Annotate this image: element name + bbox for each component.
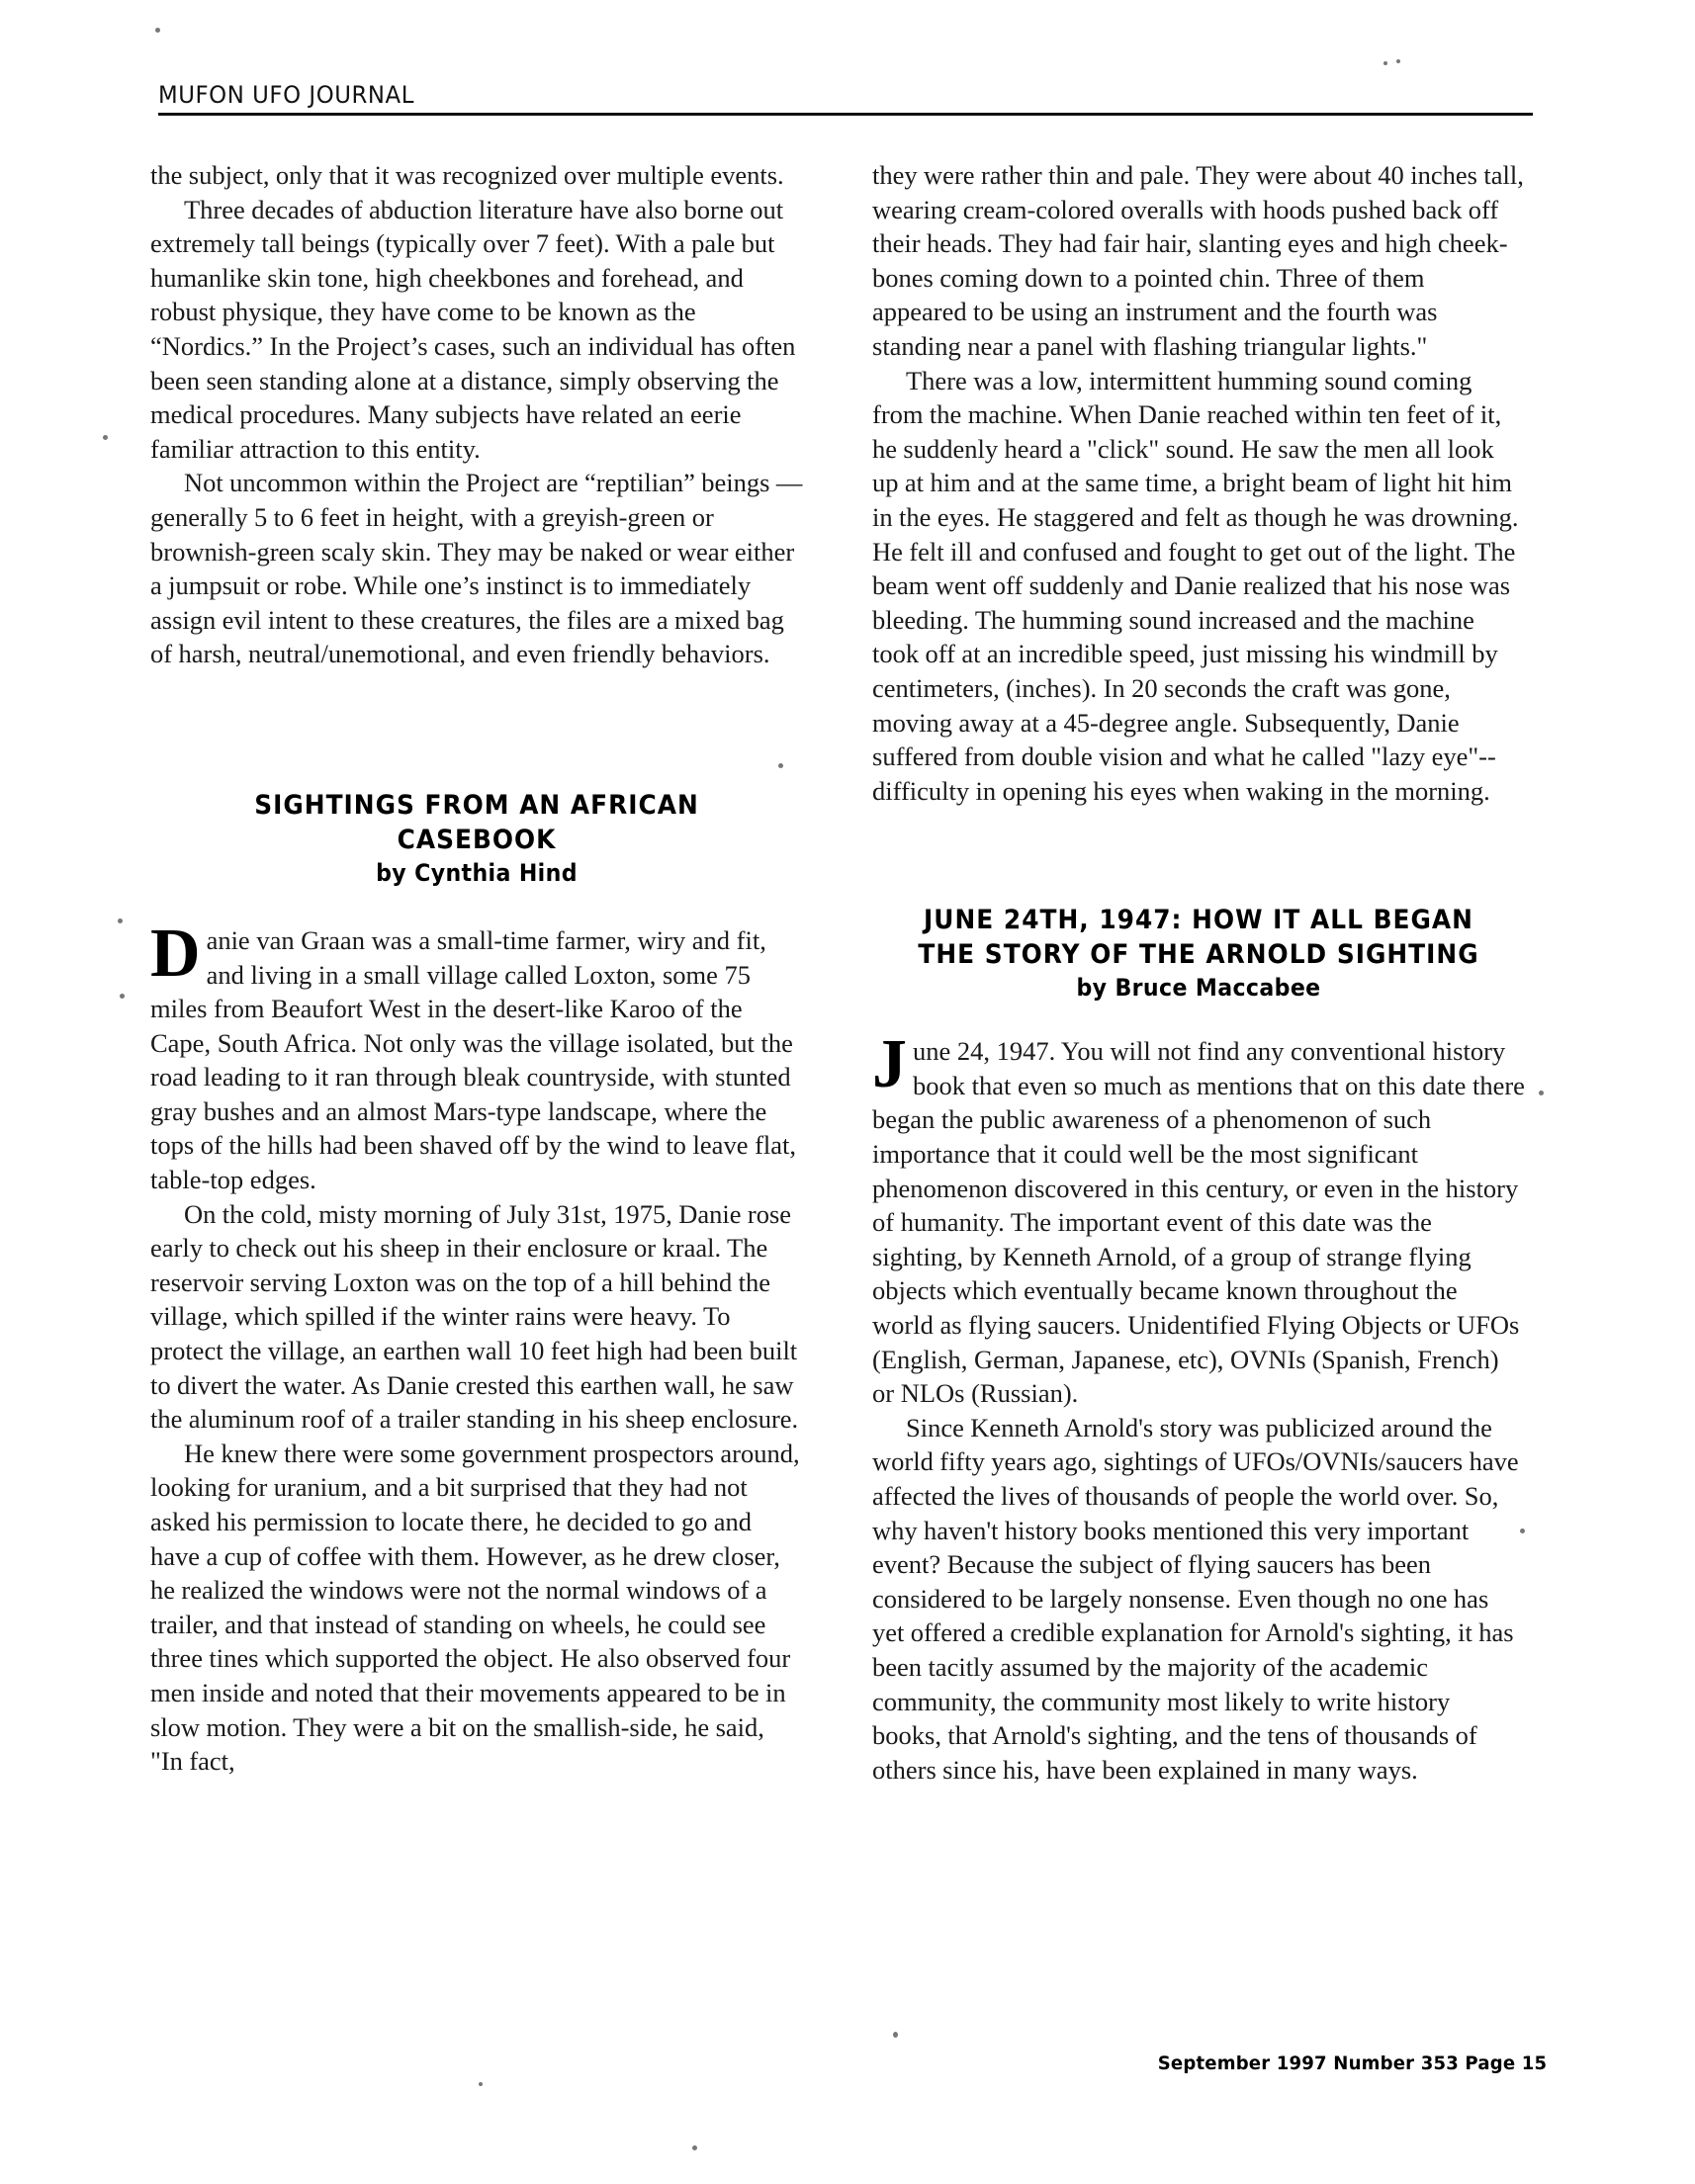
article-headline xyxy=(176,788,776,857)
spacer xyxy=(150,890,803,923)
spacer xyxy=(872,808,1525,903)
paragraph: There was a low, intermittent humming sound coming from the machine. When Danie reached within ten feet of it, he suddenly heard a "click" sound. He saw the men all look up at him and at the same time, a bright beam of light hit him in the eyes. He staggered and felt as though he was drowning. He felt ill and confused and fought to get out of the light. The beam went off suddenly and Danie realized that his nose was bleeding. The humming sound increased and the machine took off at an incredible speed, just missing his windmill by centimeters, (inches). In 20 seconds the craft was gone, moving away at a 45-degree angle. Subsequently, Danie suffered from double vision and what he called "lazy eye"-- difficulty in opening his eyes when waking in the morning. xyxy=(872,365,1519,806)
right-column xyxy=(872,158,1525,1787)
page-footer: September 1997 Number 353 Page 15 xyxy=(1157,2053,1547,2074)
headline-line: SIGHTINGS FROM AN AFRICAN xyxy=(254,789,699,821)
masthead-divider xyxy=(158,113,1533,116)
paragraph: He knew there were some government prospectors around, looking for uranium, and a bit surprised that they had not asked his permission to locate there, he decided to go and have a cup of coffee with them. However, as he drew closer, he realized the windows were not the normal windows of a trailer, and that instead of standing on wheels, he could see three tines which supported the object. He also observed four men inside and noted that their movements appeared to be in slow motion. They were a bit on the smallish-side, he said, "In fact, xyxy=(150,1438,800,1777)
headline-line: CASEBOOK xyxy=(397,824,557,855)
scan-speck xyxy=(103,435,108,440)
paragraph: the subject, only that it was recognized over multiple events. xyxy=(150,160,784,190)
paragraph: On the cold, misty morning of July 31st, 1975, Danie rose early to check out his sheep in their enclosure or kraal. The reservoir serving Loxton was on the top of a hill behind the village, which spilled if the winter rains were heavy. To protect the village, an earthen wall 10 feet high had been built to divert the water. As Danie crested this earthen wall, he saw the aluminum roof of a trailer standing in his sheep enclosure. xyxy=(150,1198,799,1435)
scan-speck xyxy=(118,918,123,923)
african-casebook-headline-block xyxy=(150,788,803,890)
journal-title: MUFON UFO JOURNAL xyxy=(158,81,414,109)
scan-speck xyxy=(155,28,160,33)
paragraph: they were rather thin and pale. They were about 40 inches tall, wearing cream-colored overalls with hoods pushed back off their heads. They had fair hair, slanting eyes and high cheek-bones coming down to a pointed chin. Three of them appeared to be using an instrument and the fourth was standing near a panel with flashing triangular lights." xyxy=(872,160,1524,361)
scan-speck xyxy=(1396,59,1400,63)
left-column xyxy=(150,158,803,1787)
paragraph: Three decades of abduction literature have also borne out extremely tall beings (typically over 7 feet). With a pale but humanlike skin tone, high cheekbones and forehead, and robust physique, they have come to be known as the “Nordics.” In the Project’s cases, such an individual has often been seen standing alone at a distance, simply observing the medical procedures. Many subjects have related an eerie familiar attraction to this entity. xyxy=(150,194,796,464)
scan-speck xyxy=(120,994,125,999)
headline-line: JUNE 24TH, 1947: HOW IT ALL BEGAN xyxy=(924,905,1473,936)
scan-speck xyxy=(1383,61,1387,65)
spacer xyxy=(150,671,803,788)
scan-speck xyxy=(893,2032,898,2038)
paragraph: Not uncommon within the Project are “reptilian” beings — generally 5 to 6 feet in height, with a greyish-green or brownish-green scaly skin. They may be naked or wear either a jumpsuit or robe. While one’s instinct is to immediately assign evil intent to these creatures, the files are a mixed bag of harsh, neutral/unemotional, and even friendly behaviors. xyxy=(150,468,803,669)
lead-paragraph: Danie van Graan was a small-time farmer, wiry and fit, and living in a small village called Loxton, some 75 miles from Beaufort West in the desert-like Karoo of the Cape, South Africa. Not only was the village isolated, but the road leading to it ran through bleak countryside, with stunted gray bushes and an almost Mars-type landscape, where the tops of the hills had been shaved off by the wind to leave flat, table-top edges. xyxy=(150,915,797,1195)
article-byline: by Bruce Maccabee xyxy=(1076,974,1321,1003)
spacer xyxy=(872,1005,1525,1034)
paragraph: Since Kenneth Arnold's story was publicized around the world fifty years ago, sightings of UFOs/OVNIs/saucers have affected the lives of thousands of people the world over. So, why haven't history books mentioned this very important event? Because the subject of flying saucers has been considered to be largely nonsense. Even though no one has yet offered a credible explanation for Arnold's sighting, it has been tacitly assumed by the majority of the academic community, the community most likely to write history books, that Arnold's sighting, and the tens of thousands of others since his, have been explained in many ways. xyxy=(872,1412,1519,1785)
article-columns xyxy=(150,158,1555,1787)
article-byline: by Cynthia Hind xyxy=(376,858,578,887)
scan-speck xyxy=(479,2082,483,2086)
article-headline xyxy=(898,903,1498,972)
lead-paragraph: June 24, 1947. You will not find any conventional history book that even so much as mentions that on this date there began the public awareness of a phenomenon of such importance that it could well be the most significant phenomenon discovered in this century, or even in the history of humanity. The important event of this date was the sighting, by Kenneth Arnold, of a group of strange flying objects which eventually became known throughout the world as flying saucers. Unidentified Flying Objects or UFOs (English, German, Japanese, etc), OVNIs (Spanish, French) or NLOs (Russian). xyxy=(872,1026,1525,1409)
headline-line: THE STORY OF THE ARNOLD SIGHTING xyxy=(918,939,1479,971)
scan-speck xyxy=(692,2145,697,2150)
arnold-sighting-headline-block xyxy=(872,903,1525,1005)
masthead xyxy=(158,81,1543,116)
